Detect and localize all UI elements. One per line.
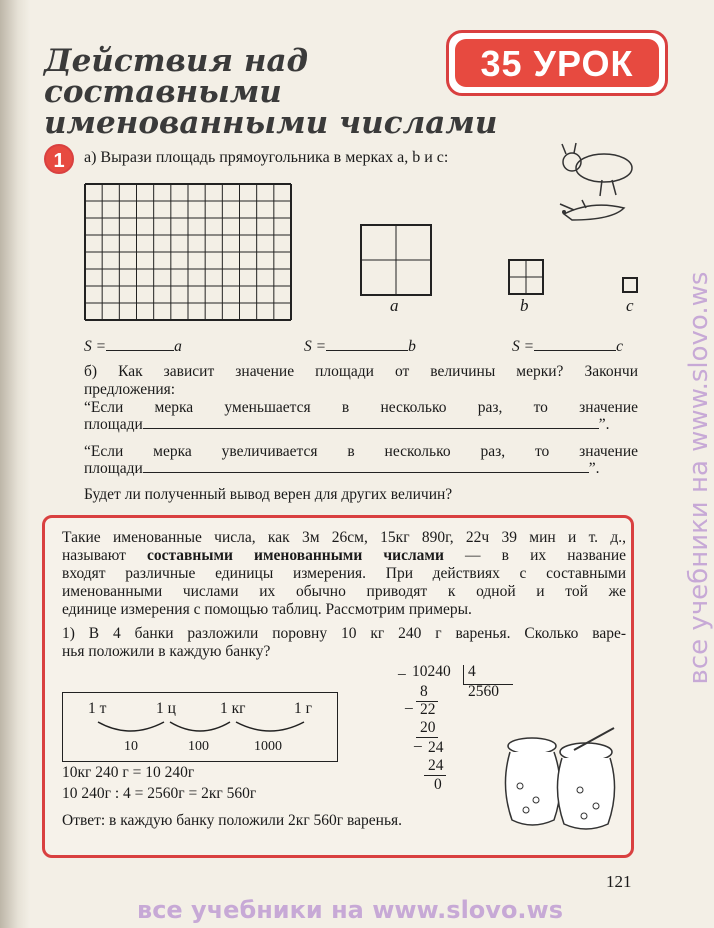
area-b-row [304,338,416,356]
task-b-line1: б) Как зависит значение площади от величины мерки? Закончи [84,363,638,380]
measure-label-b: b [520,296,529,315]
s-label: S = [512,338,535,355]
sentence1-line1: “Если мерка уменьшается в несколько раз, то значение [84,399,638,416]
animals-illustration [552,140,642,230]
sentence2-line2 [84,460,600,478]
s-label: S = [84,338,107,355]
s-label: S = [304,338,327,355]
division-step: 22 [420,701,436,718]
info-line [62,547,626,565]
division-step: 24 [428,739,444,756]
example-line: 1) В 4 банки разложили поровну 10 кг 240 г варенья. Сколько варе- [62,625,626,642]
unit-b: b [408,338,416,355]
footer-watermark: все учебники на www.slovo.ws [137,896,563,924]
task-b-line2: предложения: [84,381,176,398]
factor-10: 10 [124,739,138,754]
title-line: именованными числами [44,105,498,141]
sentence1-line2 [84,416,610,434]
info-term: составными именованными числами [146,547,444,564]
info-text: называют [62,547,147,564]
unit-ton: 1 т [88,700,107,717]
quote-end: ”. [588,460,600,477]
jam-jars-illustration [496,726,628,834]
calc-line-1: 10кг 240 г = 10 240г [62,764,195,781]
calc-line-2: 10 240г : 4 = 2560г = 2кг 560г [62,785,257,802]
lesson-badge-text: 35 УРОК [455,39,659,87]
measure-c-square [622,277,638,293]
measure-label-a: a [390,296,399,315]
measure-a-square [360,224,432,296]
factor-1000: 1000 [254,739,282,754]
quotient: 2560 [468,683,499,700]
title-line: составными [44,74,282,110]
word-area: площади [84,416,143,433]
info-line: единице измерения с помощью таблиц. Рассмотрим примеры. [62,601,472,618]
answer-text: Ответ: в каждую банку положили 2кг 560г варенья. [62,812,403,829]
word-area: площади [84,460,143,477]
page-number: 121 [606,872,632,891]
unit-c: c [616,338,623,355]
side-watermark-text: все учебники на www.slovo.ws [684,271,714,685]
measure-label-c: c [626,296,634,315]
divisor: 4 [468,663,476,680]
area-c-row [512,338,623,356]
task-number: 1 [44,144,74,174]
example-line: нья положили в каждую банку? [62,643,271,660]
info-line: Такие именованные числа, как 3м 26см, 15кг 890г, 22ч 39 мин и т. д., [62,529,626,546]
division-step: 24 [428,757,444,774]
quote-end: ”. [598,416,610,433]
rectangle-grid [84,183,292,321]
unit-gram: 1 г [294,700,312,717]
division-step: 20 [420,719,436,736]
division-remainder: 0 [434,776,442,793]
task-a-text: а) Вырази площадь прямоугольника в мерках a, b и c: [84,149,449,166]
division-step: 8 [420,683,428,700]
sentence2-line1: “Если мерка увеличивается в несколько раз, то значение [84,443,638,460]
area-a-row [84,338,182,356]
info-line: именованными числами их обычно приводят к одной и той же [62,583,626,600]
task-question: Будет ли полученный вывод верен для других величин? [84,486,453,503]
dividend: 10240 [412,663,451,680]
unit-a: a [174,338,182,355]
info-text: — в их название [443,547,627,564]
side-watermark [686,128,712,828]
unit-centner: 1 ц [156,700,176,717]
info-line: входят различные единицы измерения. При действиях с составными [62,565,626,582]
book-spine [0,0,30,928]
title-line: Действия над [44,43,309,79]
measure-b-square [508,259,544,295]
unit-arcs [94,718,324,738]
factor-100: 100 [188,739,209,754]
lesson-badge [446,30,668,96]
lesson-title [44,43,498,141]
unit-kg: 1 кг [220,700,246,717]
